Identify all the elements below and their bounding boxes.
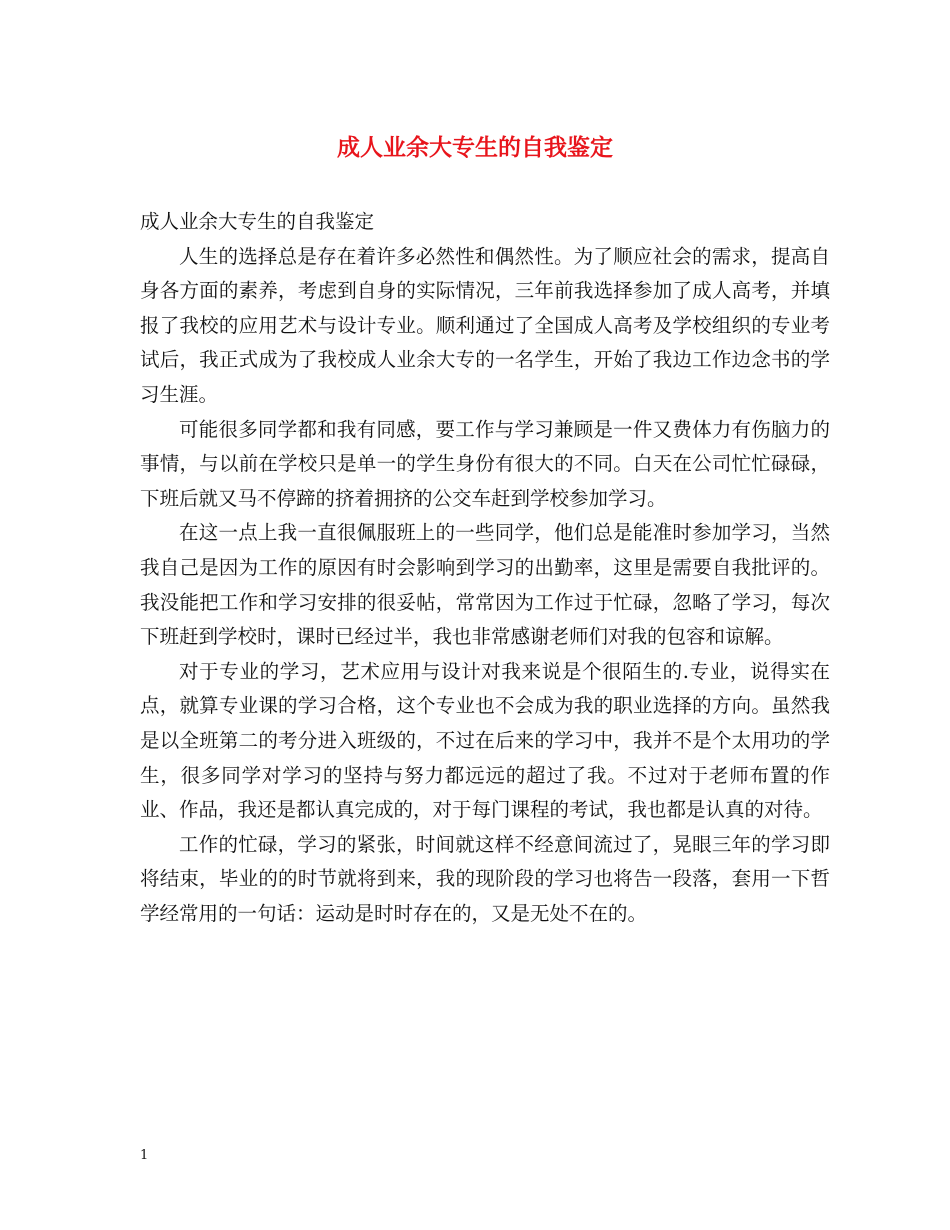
paragraph-4: 对于专业的学习，艺术应用与设计对我来说是个很陌生的.专业，说得实在点，就算专业课的学习合格，这个专业也不会成为我的职业选择的方向。虽然我是以全班第二的考分进入班级的，不过在后来的学习中，我并不是个太用功的学生，很多同学对学习的坚持与努力都远远的超过了我。不过对于老师布置的作业、作品，我还是都认真完成的，对于每门课程的考试，我也都是认真的对待。 xyxy=(140,659,830,822)
paragraph-5: 工作的忙碌，学习的紧张，时间就这样不经意间流过了，晃眼三年的学习即将结束，毕业的的时节就将到来，我的现阶段的学习也将告一段落，套用一下哲学经常用的一句话：运动是时时存在的，又是无处不在的。 xyxy=(140,832,830,925)
paragraph-1: 人生的选择总是存在着许多必然性和偶然性。为了顺应社会的需求，提高自身各方面的素养，考虑到自身的实际情况，三年前我选择参加了成人高考，并填报了我校的应用艺术与设计专业。顺利通过了全国成人高考及学校组织的专业考试后，我正式成为了我校成人业余大专的一名学生，开始了我边工作边念书的学习生涯。 xyxy=(140,244,830,406)
document-body xyxy=(140,205,830,931)
document-subtitle: 成人业余大专生的自我鉴定 xyxy=(140,210,375,233)
paragraph-2: 可能很多同学都和我有同感，要工作与学习兼顾是一件又费体力有伤脑力的事情，与以前在学校只是单一的学生身份有很大的不同。白天在公司忙忙碌碌，下班后就又马不停蹄的挤着拥挤的公交车赶到学校参加学习。 xyxy=(140,417,830,510)
document-title: 成人业余大专生的自我鉴定 xyxy=(337,134,613,161)
page-number: 1 xyxy=(140,1148,149,1163)
paragraph-3: 在这一点上我一直很佩服班上的一些同学，他们总是能准时参加学习，当然我自己是因为工作的原因有时会影响到学习的出勤率，这里是需要自我批评的。我没能把工作和学习安排的很妥帖，常常因为工作过于忙碌，忽略了学习，每次下班赶到学校时，课时已经过半，我也非常感谢老师们对我的包容和谅解。 xyxy=(140,521,830,649)
